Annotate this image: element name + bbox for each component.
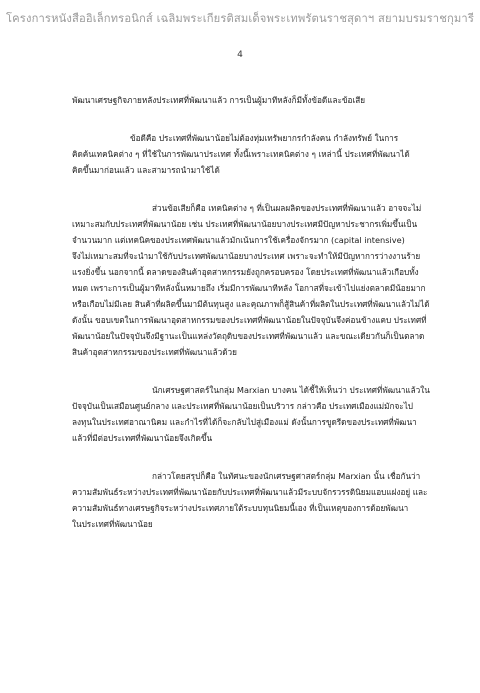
text-line: ข้อดีคือ ประเทศที่พัฒนาน้อยไม่ต้องทุ่มเทรัพยากรกำลังคน กำลังทรัพย์ ในการ xyxy=(130,133,399,143)
text-line: จำนวนมาก แต่เทคนิคของประเทศพัฒนาแล้วมักเน้นการใช้เครื่องจักรมาก (capital intensive) xyxy=(72,235,405,245)
text-line: พัฒนาเศรษฐกิจภายหลังประเทศที่พัฒนาแล้ว การเป็นผู้มาทีหลังก็มีทั้งข้อดีและข้อเสีย xyxy=(72,95,366,105)
text-line: คิดค้นเทคนิคต่าง ๆ ที่ใช้ในการพัฒนาประเทศ ทั้งนี้เพราะเทคนิคต่าง ๆ เหล่านี้ ประเทศที่พัฒนาได้ xyxy=(72,149,410,159)
text-line: ความสัมพันธ์ระหว่างประเทศที่พัฒนาน้อยกับประเทศที่พัฒนาแล้วมีระบบจักรวรรดินิยมแอบแฝงอยู่ และ xyxy=(72,487,428,497)
text-line: จึงไม่เหมาะสมที่จะนำมาใช้กับประเทศพัฒนาน้อยบางประเทศ เพราะจะทำให้มีปัญหาการว่างงานร้าย xyxy=(72,251,421,261)
text-line: ดังนั้น ขอบเขตในการพัฒนาอุตสาหกรรมของประเทศที่พัฒนาน้อยในปัจจุบันจึงค่อนข้างแคบ ประเทศที่ xyxy=(72,315,427,325)
text-line: ส่วนข้อเสียก็คือ เทคนิคต่าง ๆ ที่เป็นผลผลิตของประเทศที่พัฒนาแล้ว อาจจะไม่ xyxy=(152,203,422,213)
text-line: แรงยิ่งขึ้น นอกจากนี้ ตลาดของสินค้าอุตสาหกรรมยังถูกครอบครอง โดยประเทศที่พัฒนาแล้วเกือบทั้ง xyxy=(72,267,419,277)
text-line: กล่าวโดยสรุปก็คือ ในทัศนะของนักเศรษฐศาสตร์กลุ่ม Marxian นั้น เชื่อกันว่า xyxy=(152,471,421,481)
document-body xyxy=(72,92,450,532)
text-line: ความสัมพันธ์ทางเศรษฐกิจระหว่างประเทศภายใต้ระบบทุนนิยมนี้เอง ที่เป็นเหตุของการด้อยพัฒนา xyxy=(72,503,409,513)
text-line: หรือเกือบไม่มีเลย สินค้าที่ผลิตขึ้นมามีต้นทุนสูง และคุณภาพก็สู้สินค้าที่ผลิตในประเทศที่พัฒนาแล้วไม่ได้ xyxy=(72,299,430,309)
running-header: โครงการหนังสืออิเล็กทรอนิกส์ เฉลิมพระเกียรติสมเด็จพระเทพรัตนราชสุดาฯ สยามบรมราชกุมารี xyxy=(6,12,474,25)
text-line: เหมาะสมกับประเทศที่พัฒนาน้อย เช่น ประเทศที่พัฒนาน้อยบางประเทศมีปัญหาประชากรเพิ่มขึ้นเป็น xyxy=(72,219,418,229)
page-number: 4 xyxy=(237,50,243,60)
text-line: สินค้าอุตสาหกรรมของประเทศที่พัฒนาแล้วด้วย xyxy=(72,347,237,357)
text-line: หมด เพราะการเป็นผู้มาทีหลังนั้นหมายถึง เริ่มมีการพัฒนาทีหลัง โอกาสที่จะเข้าไปแย่งตลาดมีน้อยมาก xyxy=(72,283,426,293)
text-line: คิดขึ้นมาก่อนแล้ว และสามารถนำมาใช้ได้ xyxy=(72,165,220,175)
text-line: ลงทุนในประเทศอาณานิคม และกำไรที่ได้ก็จะกลับไปสู่เมืองแม่ ดังนั้นการขูดรีดของประเทศที่พัฒนา xyxy=(72,417,417,427)
text-line: นักเศรษฐศาสตร์ในกลุ่ม Marxian บางคน ได้ชี้ให้เห็นว่า ประเทศที่พัฒนาแล้วใน xyxy=(152,385,430,395)
paragraph-3 xyxy=(72,200,450,360)
text-line: ปัจจุบันเป็นเสมือนศูนย์กลาง และประเทศที่พัฒนาน้อยเป็นบริวาร กล่าวคือ ประเทศเมืองแม่มักจะไป xyxy=(72,401,414,411)
paragraph-5 xyxy=(72,468,450,532)
paragraph-1 xyxy=(72,92,450,108)
text-line: พัฒนาน้อยในปัจจุบันจึงมีฐานะเป็นแหล่งวัตถุดิบของประเทศที่พัฒนาแล้ว และขณะเดียวกันก็เป็นตลาด xyxy=(72,331,425,341)
text-line: แล้วที่มีต่อประเทศที่พัฒนาน้อยจึงเกิดขึ้น xyxy=(72,433,213,443)
paragraph-2 xyxy=(72,130,450,178)
text-line: ในประเทศที่พัฒนาน้อย xyxy=(72,519,153,529)
paragraph-4 xyxy=(72,382,450,446)
